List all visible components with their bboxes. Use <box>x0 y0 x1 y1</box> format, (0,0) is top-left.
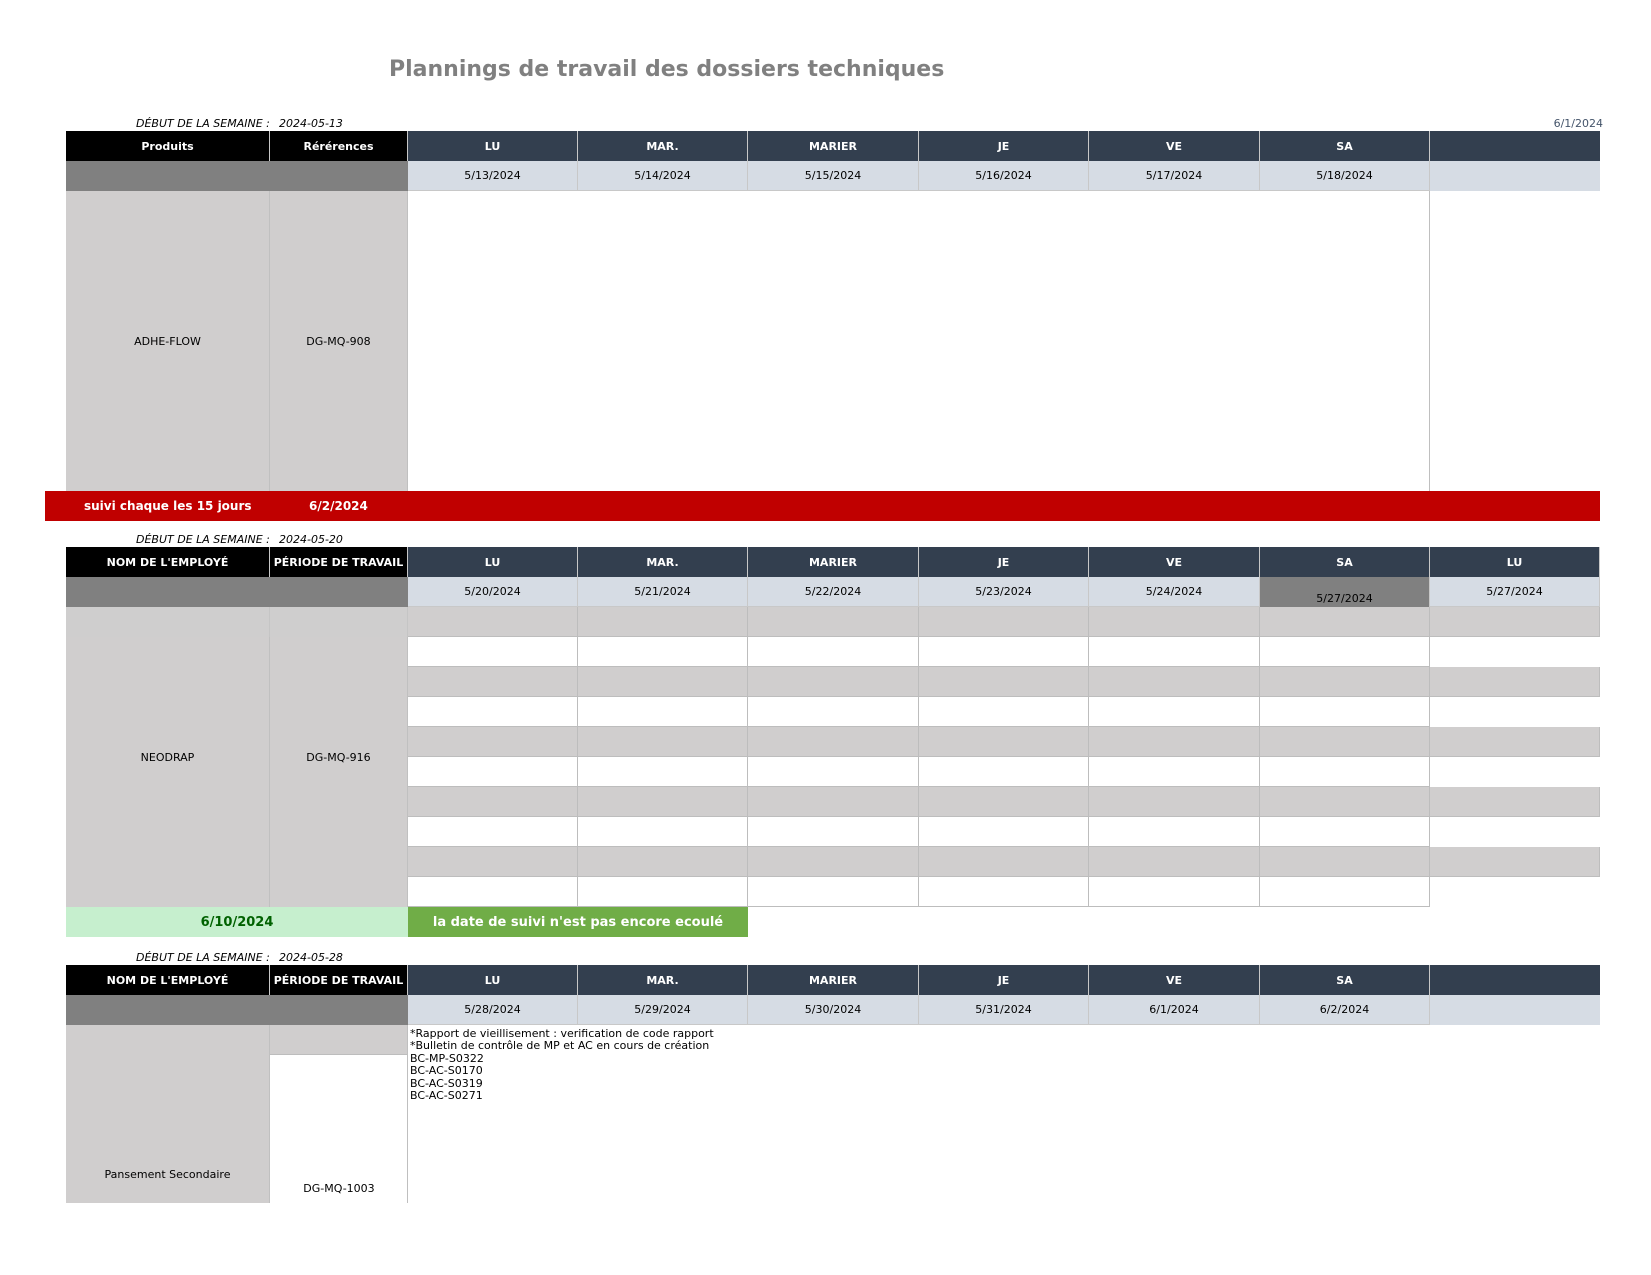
schedule-cell[interactable] <box>578 877 748 907</box>
schedule-area[interactable] <box>408 191 1430 491</box>
schedule-grid[interactable] <box>408 607 1600 907</box>
schedule-cell[interactable] <box>578 607 748 637</box>
week-start-label: DÉBUT DE LA SEMAINE : <box>136 117 270 130</box>
gray-band <box>66 995 408 1025</box>
col-header-period: PÉRIODE DE TRAVAIL <box>270 547 408 577</box>
schedule-cell[interactable] <box>408 637 578 667</box>
day-header-fri: VE <box>1089 131 1260 161</box>
schedule-cell[interactable] <box>1089 637 1260 667</box>
schedule-cell[interactable] <box>1089 847 1260 877</box>
date-cell[interactable]: 5/13/2024 <box>408 161 578 191</box>
schedule-cell[interactable] <box>1260 667 1430 697</box>
col-header-references: Rérérences <box>270 131 408 161</box>
week-start-value: 2024-05-20 <box>279 533 343 546</box>
week-start-value: 2024-05-13 <box>279 117 343 130</box>
schedule-cell[interactable] <box>578 727 748 757</box>
schedule-cell[interactable] <box>578 757 748 787</box>
date-cell[interactable]: 5/29/2024 <box>578 995 748 1025</box>
day-header-tue: MAR. <box>578 131 748 161</box>
day-header-thu: JE <box>919 131 1089 161</box>
schedule-cell[interactable] <box>1260 847 1430 877</box>
date-cell[interactable]: 5/30/2024 <box>748 995 919 1025</box>
date-cell[interactable]: 5/16/2024 <box>919 161 1089 191</box>
schedule-cell[interactable] <box>408 817 578 847</box>
followup-label: suivi chaque les 15 jours <box>84 499 252 513</box>
day-header-wed: MARIER <box>748 131 919 161</box>
date-cell[interactable]: 5/23/2024 <box>919 577 1089 607</box>
day-header-wed: MARIER <box>748 965 919 995</box>
schedule-cell[interactable] <box>1260 607 1430 637</box>
schedule-cell[interactable] <box>748 787 919 817</box>
empty-header-cell <box>1430 965 1600 995</box>
schedule-cell[interactable] <box>1260 697 1430 727</box>
schedule-cell[interactable] <box>1089 787 1260 817</box>
schedule-cell[interactable] <box>1260 787 1430 817</box>
day-header-wed: MARIER <box>748 547 919 577</box>
schedule-cell[interactable] <box>1260 817 1430 847</box>
schedule-cell[interactable] <box>1430 727 1600 757</box>
schedule-cell[interactable] <box>748 817 919 847</box>
followup-band <box>45 491 1600 521</box>
schedule-cell[interactable] <box>1430 877 1600 907</box>
week-start-label: DÉBUT DE LA SEMAINE : <box>136 951 270 964</box>
schedule-cell[interactable] <box>748 757 919 787</box>
date-cell[interactable]: 5/22/2024 <box>748 577 919 607</box>
schedule-cell[interactable] <box>1430 667 1600 697</box>
col-header-employee: NOM DE L'EMPLOYÉ <box>66 547 270 577</box>
status-badge: la date de suivi n'est pas encore ecoulé <box>408 907 748 937</box>
schedule-cell[interactable] <box>919 667 1089 697</box>
schedule-cell[interactable] <box>1260 757 1430 787</box>
schedule-cell[interactable] <box>578 637 748 667</box>
schedule-cell[interactable] <box>1260 727 1430 757</box>
schedule-cell[interactable] <box>919 877 1089 907</box>
followup-date: 6/2/2024 <box>309 499 368 513</box>
schedule-cell[interactable] <box>1089 877 1260 907</box>
schedule-cell[interactable] <box>748 697 919 727</box>
schedule-cell[interactable] <box>1430 757 1600 787</box>
schedule-cell[interactable] <box>748 607 919 637</box>
schedule-cell[interactable] <box>578 847 748 877</box>
schedule-cell[interactable] <box>919 847 1089 877</box>
week-start-label: DÉBUT DE LA SEMAINE : <box>136 533 270 546</box>
day-header-next-mon: LU <box>1430 547 1600 577</box>
schedule-cell[interactable] <box>1089 697 1260 727</box>
col-header-products: Produits <box>66 131 270 161</box>
day-header-thu: JE <box>919 547 1089 577</box>
schedule-cell[interactable] <box>578 667 748 697</box>
date-cell[interactable]: 5/21/2024 <box>578 577 748 607</box>
schedule-cell[interactable] <box>1430 847 1600 877</box>
schedule-cell[interactable] <box>408 727 578 757</box>
empty-date-cell <box>1430 161 1600 191</box>
day-header-tue: MAR. <box>578 547 748 577</box>
date-cell[interactable]: 5/27/2024 <box>1430 577 1600 607</box>
page-title: Plannings de travail des dossiers techniques <box>389 57 945 82</box>
schedule-cell[interactable] <box>919 637 1089 667</box>
date-cell-highlighted[interactable]: 5/27/2024 <box>1260 577 1430 607</box>
product-reference[interactable]: DG-MQ-916 <box>270 607 408 907</box>
schedule-cell[interactable] <box>748 847 919 877</box>
schedule-cell[interactable] <box>408 607 578 637</box>
date-cell[interactable]: 5/28/2024 <box>408 995 578 1025</box>
schedule-cell[interactable] <box>919 817 1089 847</box>
date-cell[interactable]: 5/14/2024 <box>578 161 748 191</box>
day-header-fri: VE <box>1089 547 1260 577</box>
schedule-cell[interactable] <box>1089 667 1260 697</box>
gray-band <box>66 161 408 191</box>
schedule-cell[interactable] <box>408 877 578 907</box>
day-header-sat: SA <box>1260 547 1430 577</box>
schedule-cell[interactable] <box>408 697 578 727</box>
schedule-cell[interactable] <box>1089 607 1260 637</box>
schedule-cell[interactable] <box>1430 637 1600 667</box>
product-name[interactable]: Pansement Secondaire <box>66 1025 270 1203</box>
schedule-cell[interactable] <box>1430 817 1600 847</box>
schedule-cell[interactable] <box>1260 637 1430 667</box>
day-header-mon: LU <box>408 547 578 577</box>
schedule-cell[interactable] <box>1430 607 1600 637</box>
week-start-value: 2024-05-28 <box>279 951 343 964</box>
row-stripe <box>66 607 408 637</box>
schedule-cell[interactable] <box>408 667 578 697</box>
date-cell[interactable]: 5/24/2024 <box>1089 577 1260 607</box>
product-name[interactable]: NEODRAP <box>66 607 270 907</box>
date-cell[interactable]: 6/1/2024 <box>1089 995 1260 1025</box>
date-cell[interactable]: 5/17/2024 <box>1089 161 1260 191</box>
empty-header-cell <box>1430 131 1600 161</box>
date-cell[interactable]: 5/18/2024 <box>1260 161 1430 191</box>
top-right-date: 6/1/2024 <box>1553 117 1603 130</box>
date-cell[interactable]: 5/31/2024 <box>919 995 1089 1025</box>
schedule-cell[interactable] <box>578 817 748 847</box>
status-date: 6/10/2024 <box>66 907 408 937</box>
gray-band <box>66 577 408 607</box>
schedule-cell[interactable] <box>748 727 919 757</box>
schedule-cell[interactable] <box>919 697 1089 727</box>
schedule-cell[interactable] <box>919 727 1089 757</box>
empty-date-cell <box>1430 995 1600 1025</box>
date-cell[interactable]: 6/2/2024 <box>1260 995 1430 1025</box>
schedule-cell[interactable] <box>1089 817 1260 847</box>
schedule-cell[interactable] <box>919 607 1089 637</box>
schedule-cell[interactable] <box>408 757 578 787</box>
date-cell[interactable]: 5/15/2024 <box>748 161 919 191</box>
schedule-cell[interactable] <box>1430 697 1600 727</box>
day-header-mon: LU <box>408 965 578 995</box>
day-header-sat: SA <box>1260 131 1430 161</box>
schedule-cell[interactable] <box>919 757 1089 787</box>
day-header-fri: VE <box>1089 965 1260 995</box>
product-reference[interactable]: DG-MQ-1003 <box>270 1055 408 1203</box>
schedule-cell[interactable] <box>408 787 578 817</box>
col-header-employee: NOM DE L'EMPLOYÉ <box>66 965 270 995</box>
schedule-cell[interactable] <box>748 667 919 697</box>
divider <box>407 1025 408 1203</box>
schedule-cell[interactable] <box>1430 787 1600 817</box>
schedule-cell[interactable] <box>748 877 919 907</box>
schedule-cell[interactable] <box>1089 757 1260 787</box>
schedule-cell[interactable] <box>919 787 1089 817</box>
day-header-mon: LU <box>408 131 578 161</box>
task-notes[interactable]: *Rapport de vieillisement : verification de code rapport *Bulletin de contrôle de MP et AC en cours de création BC-MP-S0322 BC-AC-S0170 BC-AC-S0319 BC-AC-S0271 <box>410 1027 714 1103</box>
period-shaded-cell <box>270 1025 408 1055</box>
schedule-cell[interactable] <box>1260 877 1430 907</box>
schedule-cell[interactable] <box>1089 727 1260 757</box>
schedule-cell[interactable] <box>408 847 578 877</box>
schedule-cell[interactable] <box>578 697 748 727</box>
schedule-cell[interactable] <box>578 787 748 817</box>
col-header-period: PÉRIODE DE TRAVAIL <box>270 965 408 995</box>
day-header-thu: JE <box>919 965 1089 995</box>
schedule-cell[interactable] <box>748 637 919 667</box>
date-cell[interactable]: 5/20/2024 <box>408 577 578 607</box>
product-name[interactable]: ADHE-FLOW <box>66 191 270 491</box>
product-reference[interactable]: DG-MQ-908 <box>270 191 408 491</box>
day-header-tue: MAR. <box>578 965 748 995</box>
day-header-sat: SA <box>1260 965 1430 995</box>
